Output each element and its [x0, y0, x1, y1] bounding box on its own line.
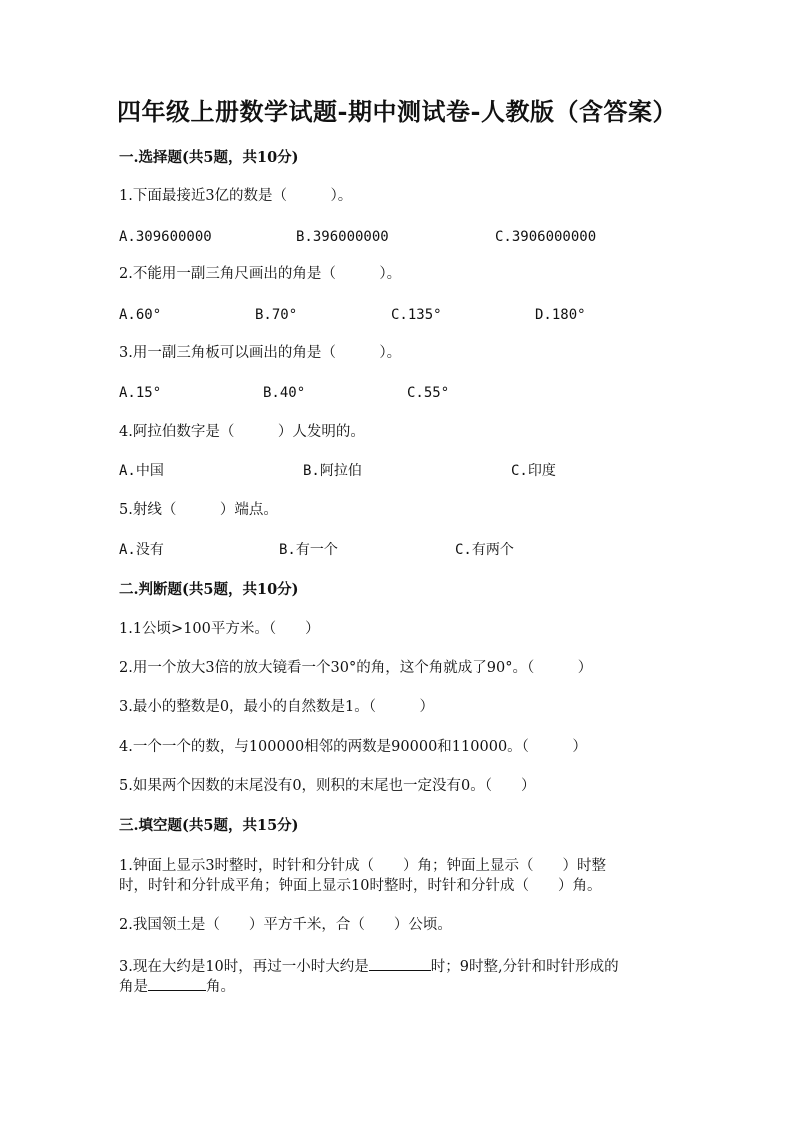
answer-blank	[148, 975, 206, 991]
fill-question-1-line-2: 时，时针和分针成平角；钟面上显示10时整时，时针和分针成（ ）角。	[119, 878, 602, 894]
question-1-option-c: C.3906000000	[495, 229, 597, 245]
question-3-option-b: B.40°	[263, 385, 306, 401]
fill-question-3-text-d: 角。	[206, 979, 235, 995]
question-2-option-d: D.180°	[535, 307, 586, 323]
question-4-option-b: B.阿拉伯	[303, 463, 362, 479]
question-3-stem: 3.用一副三角板可以画出的角是（ ）。	[119, 345, 402, 361]
section-heading-judgement: 二.判断题(共5题，共10分)	[119, 581, 299, 598]
question-2-option-b: B.70°	[255, 307, 298, 323]
question-5-option-b: B.有一个	[279, 542, 338, 558]
fill-question-2: 2.我国领土是（ ）平方千米，合（ ）公顷。	[119, 917, 452, 933]
question-1-option-a: A.309600000	[119, 229, 212, 245]
page-title: 四年级上册数学试题-期中测试卷-人教版（含答案）	[117, 97, 677, 126]
question-4-option-c: C.印度	[511, 463, 556, 479]
question-1-option-b: B.396000000	[296, 229, 389, 245]
fill-question-3-text-b: 时；9时整,分针和时针形成的	[430, 959, 619, 975]
fill-question-3-line-2	[119, 975, 235, 997]
question-5-option-a: A.没有	[119, 542, 164, 558]
judgement-item-4: 4.一个一个的数，与100000相邻的两数是90000和110000。（ ）	[119, 739, 587, 755]
judgement-item-3: 3.最小的整数是0，最小的自然数是1。（ ）	[119, 699, 435, 715]
section-heading-choice: 一.选择题(共5题，共10分)	[119, 149, 299, 166]
question-3-option-c: C.55°	[407, 385, 450, 401]
judgement-item-2: 2.用一个放大3倍的放大镜看一个30°的角，这个角就成了90°。（ ）	[119, 660, 593, 676]
question-2-option-c: C.135°	[391, 307, 442, 323]
question-2-stem: 2.不能用一副三角尺画出的角是（ ）。	[119, 266, 402, 282]
fill-question-3-line-1	[119, 955, 619, 977]
question-2-option-a: A.60°	[119, 307, 162, 323]
fill-question-1-line-1: 1.钟面上显示3时整时，时针和分针成（ ）角；钟面上显示（ ）时整	[119, 858, 607, 874]
judgement-item-1: 1.1公顷>100平方米。（ ）	[119, 621, 320, 637]
judgement-item-5: 5.如果两个因数的末尾没有0，则积的末尾也一定没有0。（ ）	[119, 778, 536, 794]
fill-question-3-text-a: 3.现在大约是10时，再过一小时大约是	[119, 959, 369, 975]
question-3-option-a: A.15°	[119, 385, 162, 401]
question-4-option-a: A.中国	[119, 463, 164, 479]
fill-question-3-text-c: 角是	[119, 979, 148, 995]
question-1-stem: 1.下面最接近3亿的数是（ ）。	[119, 188, 353, 204]
question-5-stem: 5.射线（ ）端点。	[119, 502, 278, 518]
question-5-option-c: C.有两个	[455, 542, 514, 558]
question-4-stem: 4.阿拉伯数字是（ ）人发明的。	[119, 424, 365, 440]
section-heading-fill-in: 三.填空题(共5题，共15分)	[119, 817, 299, 834]
answer-blank	[369, 955, 431, 971]
